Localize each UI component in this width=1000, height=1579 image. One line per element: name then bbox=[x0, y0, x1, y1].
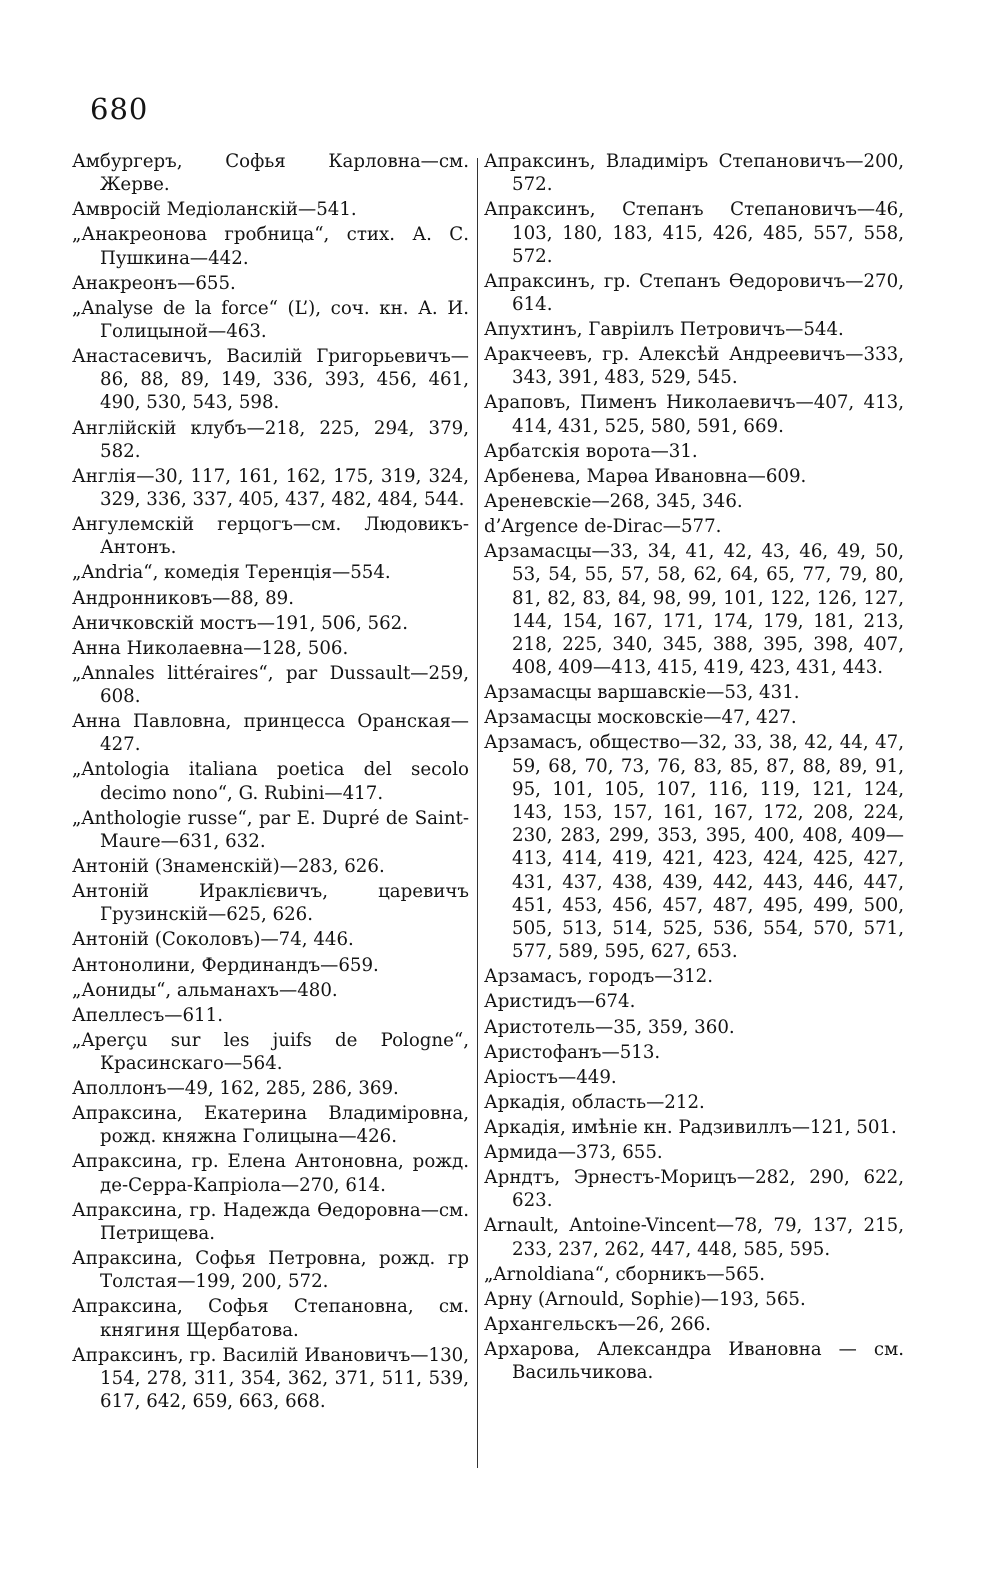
index-entry: Арбатскія ворота—31. bbox=[484, 440, 698, 462]
column-divider bbox=[477, 158, 478, 1468]
index-entry: Ангулемскій герцогъ—см. Людовикъ-Антонъ. bbox=[72, 514, 469, 559]
index-entry: Апраксина, гр. Елена Антоновна, рожд. де-Серра-Капріола—270, 614. bbox=[72, 1151, 469, 1196]
index-entry: Аріостъ—449. bbox=[484, 1066, 617, 1088]
index-entry: Архангельскъ—26, 266. bbox=[484, 1313, 711, 1335]
index-entry: Арндтъ, Эрнестъ-Морицъ—282, 290, 622, 623. bbox=[484, 1167, 904, 1212]
index-entry: Апраксина, гр. Надежда Ѳедоровна—см. Петрищева. bbox=[72, 1199, 469, 1244]
index-entry: Арзамасцы московскіе—47, 427. bbox=[484, 707, 797, 729]
index-entry: Апраксина, Софья Степановна, см. княгиня Щербатова. bbox=[72, 1296, 469, 1341]
index-entry: Арзамасцы—33, 34, 41, 42, 43, 46, 49, 50, 53, 54, 55, 57, 58, 62, 64, 65, 77, 79, 80, 81, 82, 83, 84, 98, 99, 101, 122, 126, 127, 144, 154, 167, 171, 174, 179, 181, 213, 218, 225, 340, 345, 388, 395, 398, 407, 408, 409—413, 415, 419, 423, 431, 443. bbox=[484, 541, 904, 679]
index-entry: Апраксинъ, гр. Василій Ивановичъ—130, 154, 278, 311, 354, 362, 371, 511, 539, 617, 642, 659, 663, 668. bbox=[72, 1344, 469, 1413]
index-entry: Англійскій клубъ—218, 225, 294, 379, 582. bbox=[72, 417, 469, 462]
index-entry: Апраксина, Софья Петровна, рожд. гр Толстая—199, 200, 572. bbox=[72, 1248, 469, 1293]
index-entry: Апухтинъ, Гавріилъ Петровичъ—544. bbox=[484, 319, 844, 341]
index-entry: Арбенева, Марѳа Ивановна—609. bbox=[484, 465, 807, 487]
index-entry: Антоній (Соколовъ)—74, 446. bbox=[72, 929, 354, 951]
index-entry: „Annales littéraires“, par Dussault—259, 608. bbox=[72, 662, 469, 708]
index-entry: Апраксинъ, Владиміръ Степановичъ—200, 572. bbox=[484, 151, 904, 196]
index-entry: Апраксинъ, гр. Степанъ Ѳедоровичъ—270, 614. bbox=[484, 270, 904, 315]
index-entry: „Aperçu sur les juifs de Pologne“, Красинскаго—564. bbox=[72, 1029, 469, 1074]
index-entry: „Andria“, комедія Теренція—554. bbox=[72, 562, 391, 584]
index-entry: Антоній (Знаменскій)—283, 626. bbox=[72, 856, 385, 878]
index-column-left bbox=[72, 150, 469, 1415]
index-entry: Анна Павловна, принцесса Оранская—427. bbox=[72, 711, 469, 756]
index-entry: Аркадія, область—212. bbox=[484, 1091, 705, 1113]
index-entry: Ареневскіе—268, 345, 346. bbox=[484, 490, 743, 512]
index-entry: Аристотель—35, 359, 360. bbox=[484, 1016, 735, 1038]
index-entry: Армида—373, 655. bbox=[484, 1142, 663, 1164]
index-entry: Аристидъ—674. bbox=[484, 991, 636, 1013]
index-entry: Амвросій Медіоланскій—541. bbox=[72, 199, 357, 221]
index-entry: Анастасевичъ, Василій Григорьевичъ—86, 88, 89, 149, 336, 393, 456, 461, 490, 530, 543, 598. bbox=[72, 346, 469, 414]
index-entry: Аркадія, имѣніе кн. Радзивиллъ—121, 501. bbox=[484, 1116, 897, 1138]
index-entry: Анна Николаевна—128, 506. bbox=[72, 637, 349, 659]
index-entry: „Анакреонова гробница“, стих. А. С. Пушкина—442. bbox=[72, 224, 469, 269]
index-entry: Амбургеръ, Софья Карловна—см. Жерве. bbox=[72, 151, 469, 196]
index-entry: „Anthologie russe“, par E. Dupré de Saint-Maure—631, 632. bbox=[72, 807, 469, 852]
index-column-right bbox=[484, 150, 904, 1386]
index-entry: Антоній Ираклієвичъ, царевичъ Грузинскій—625, 626. bbox=[72, 881, 469, 926]
index-entry: Араповъ, Пименъ Николаевичъ—407, 413, 414, 431, 525, 580, 591, 669. bbox=[484, 392, 904, 437]
index-entry: „Arnoldiana“, сборникъ—565. bbox=[484, 1263, 766, 1285]
index-entry: Аничковскій мостъ—191, 506, 562. bbox=[72, 612, 409, 634]
index-entry: Андронниковъ—88, 89. bbox=[72, 587, 294, 609]
index-entry: Апеллесъ—611. bbox=[72, 1004, 223, 1026]
index-entry: Англія—30, 117, 161, 162, 175, 319, 324, 329, 336, 337, 405, 437, 482, 484, 544. bbox=[72, 465, 469, 511]
index-entry: Аполлонъ—49, 162, 285, 286, 369. bbox=[72, 1078, 399, 1100]
index-entry: Арну (Arnould, Sophie)—193, 565. bbox=[484, 1288, 806, 1310]
index-entry: Апраксина, Екатерина Владиміровна, рожд. княжна Голицына—426. bbox=[72, 1103, 469, 1148]
index-entry: Аракчеевъ, гр. Алексѣй Андреевичъ—333, 343, 391, 483, 529, 545. bbox=[484, 344, 904, 389]
index-entry: Анакреонъ—655. bbox=[72, 272, 236, 294]
index-entry: Антонолини, Фердинандъ—659. bbox=[72, 954, 379, 976]
index-entry: Арзамасцы варшавскіе—53, 431. bbox=[484, 682, 800, 704]
index-entry: Arnault, Antoine-Vincent—78, 79, 137, 215, 233, 237, 262, 447, 448, 585, 595. bbox=[484, 1215, 904, 1260]
index-entry: Архарова, Александра Ивановна — см. Васильчикова. bbox=[484, 1339, 904, 1384]
page-number: 680 bbox=[90, 92, 149, 126]
index-entry: „Analyse de la force“ (L’), соч. кн. А. И. Голицыной—463. bbox=[72, 297, 469, 342]
index-entry: d’Argence de-Dirac—577. bbox=[484, 516, 722, 538]
index-entry: „Antologia italiana poetica del secolo decimo nono“, G. Rubini—417. bbox=[72, 759, 469, 804]
index-entry: Апраксинъ, Степанъ Степановичъ—46, 103, 180, 183, 415, 426, 485, 557, 558, 572. bbox=[484, 199, 904, 267]
index-entry: Арзамасъ, городъ—312. bbox=[484, 966, 714, 988]
index-entry: Арзамасъ, общество—32, 33, 38, 42, 44, 47, 59, 68, 70, 73, 76, 83, 85, 87, 88, 89, 91, 95, 101, 105, 107, 116, 119, 121, 124, 143, 153, 157, 161, 167, 172, 208, 224, 230, 283, 299, 353, 395, 400, 408, 409—413, 414, 419, 421, 423, 424, 425, 427, 431, 437, 438, 439, 442, 443, 446, 447, 451, 453, 456, 457, 487, 495, 499, 500, 505, 513, 514, 525, 536, 554, 570, 571, 577, 589, 595, 627, 653. bbox=[484, 732, 904, 963]
index-entry: „Аониды“, альманахъ—480. bbox=[72, 979, 338, 1001]
index-entry: Аристофанъ—513. bbox=[484, 1041, 661, 1063]
